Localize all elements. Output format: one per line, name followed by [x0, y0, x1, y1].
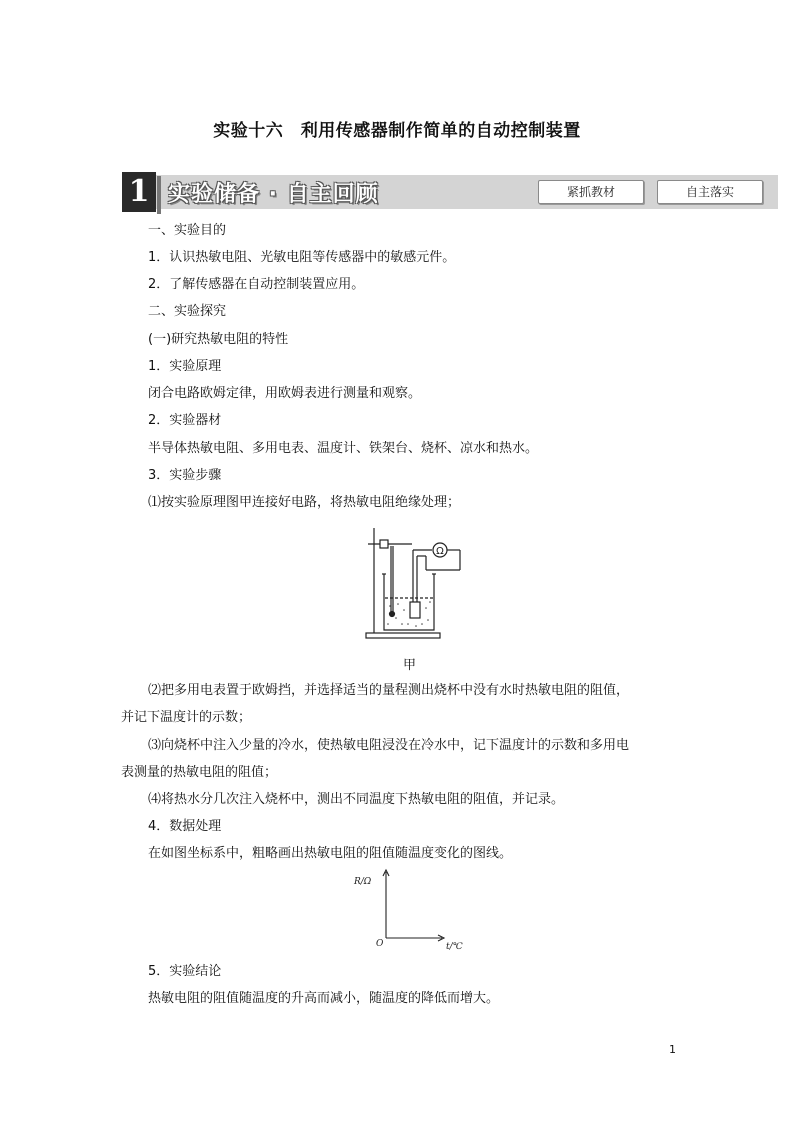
heading-purpose: 一、实验目的: [148, 223, 227, 238]
section-number: 1: [122, 172, 156, 212]
origin-label: O: [376, 939, 384, 949]
step-2-continued: 并记下温度计的示数；: [121, 710, 252, 725]
x-axis-label: t/℃: [446, 942, 463, 952]
purpose-item-2: 2．了解传感器在自动控制装置应用。: [148, 277, 365, 292]
step-3: ⑶向烧杯中注入少量的冷水，使热敏电阻浸没在冷水中，记下温度计的示数和多用电: [148, 738, 630, 753]
conclusion-text: 热敏电阻的阻值随温度的升高而减小，随温度的降低而增大。: [148, 991, 500, 1006]
section-title: 实验储备 · 自主回顾: [168, 182, 379, 207]
heading-exploration: 二、实验探究: [148, 304, 227, 319]
page-title: 实验十六 利用传感器制作简单的自动控制装置: [213, 121, 581, 141]
data-processing-text: 在如图坐标系中，粗略画出热敏电阻的阻值随温度变化的图线。: [148, 846, 513, 861]
subheading-thermistor: (一)研究热敏电阻的特性: [148, 332, 289, 347]
ohmmeter-symbol: Ω: [436, 546, 444, 557]
equipment-text: 半导体热敏电阻、多用电表、温度计、铁架台、烧杯、凉水和热水。: [148, 441, 539, 456]
step-1: ⑴按实验原理图甲连接好电路，将热敏电阻绝缘处理；: [148, 495, 461, 510]
page-number: 1: [669, 1043, 676, 1056]
heading-data-processing: 4．数据处理: [148, 819, 222, 834]
thermistor: [410, 602, 420, 618]
apparatus-diagram: [360, 520, 470, 645]
self-study-button[interactable]: 自主落实: [657, 180, 763, 204]
heading-principle: 1．实验原理: [148, 359, 222, 374]
coordinate-graph: [350, 868, 470, 953]
step-4: ⑷将热水分几次注入烧杯中，测出不同温度下热敏电阻的阻值，并记录。: [148, 792, 565, 807]
purpose-item-1: 1．认识热敏电阻、光敏电阻等传感器中的敏感元件。: [148, 250, 456, 265]
y-axis-label: R/Ω: [354, 877, 372, 887]
step-3-continued: 表测量的热敏电阻的阻值；: [121, 765, 278, 780]
heading-equipment: 2．实验器材: [148, 413, 222, 428]
stand-base: [366, 633, 440, 638]
step-2: ⑵把多用电表置于欧姆挡，并选择适当的量程测出烧杯中没有水时热敏电阻的阻值，: [148, 683, 630, 698]
heading-conclusion: 5．实验结论: [148, 964, 222, 979]
section-banner: [122, 172, 778, 210]
principle-text: 闭合电路欧姆定律，用欧姆表进行测量和观察。: [148, 386, 422, 401]
textbook-button[interactable]: 紧抓教材: [538, 180, 644, 204]
figure-caption: 甲: [403, 658, 417, 673]
heading-steps: 3．实验步骤: [148, 468, 222, 483]
